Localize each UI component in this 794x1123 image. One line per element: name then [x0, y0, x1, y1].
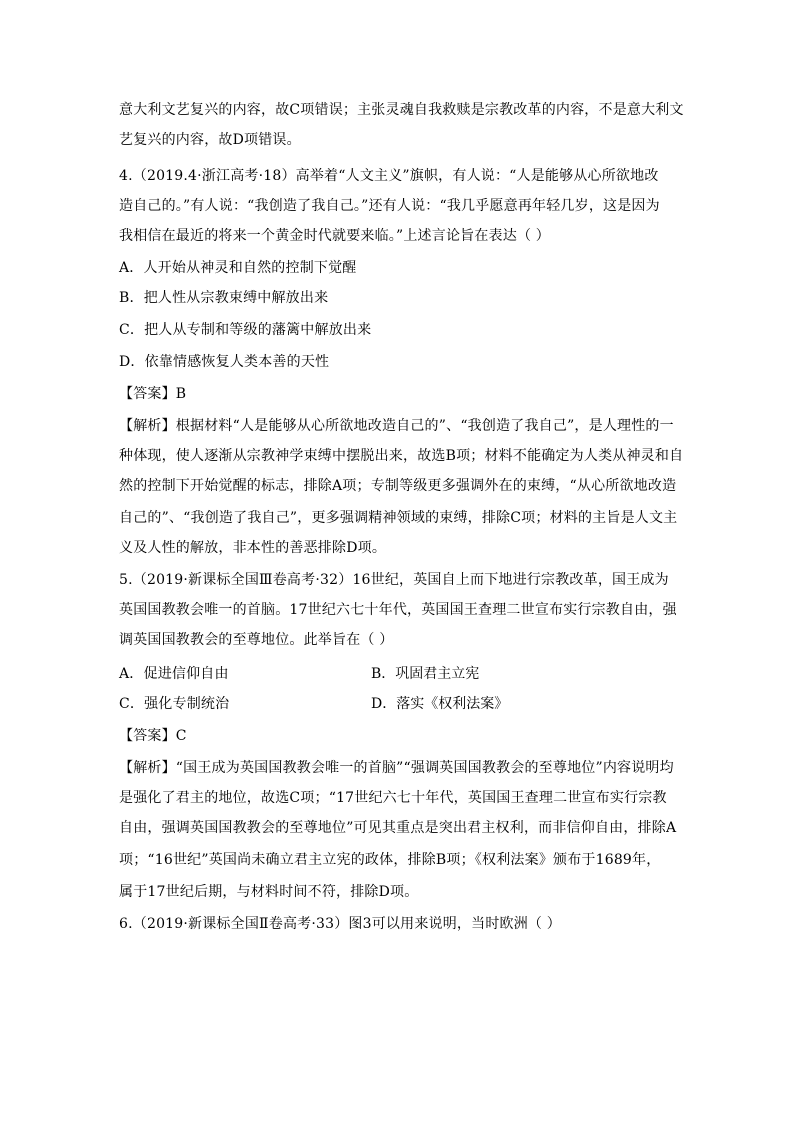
- q5-explanation-line-5: 属于17世纪后期，与材料时间不符，排除D项。: [119, 884, 419, 900]
- q4-explanation-line-2: 种体现，使人逐渐从宗教神学束缚中摆脱出来，故选B项；材料不能确定为人类从神灵和自: [119, 448, 684, 464]
- intro-line-2: 艺复兴的内容，故D项错误。: [119, 132, 301, 148]
- q5-stem-line-1: 5.（2019·新课标全国Ⅲ卷高考·32）16世纪，英国自上而下地进行宗教改革，国王成为: [119, 572, 669, 588]
- q4-option-a: A．人开始从神灵和自然的控制下觉醒: [119, 260, 357, 276]
- q4-stem-line-1: 4.（2019.4·浙江高考·18）高举着“人文主义”旗帜，有人说：“人是能够从心所欲地改: [119, 168, 659, 184]
- q5-stem-line-3: 调英国国教教会的至尊地位。此举旨在（ ）: [119, 632, 394, 648]
- q4-explanation-line-1: 【解析】根据材料“人是能够从心所欲地改造自己的”、“我创造了我自己”，是人理性的一: [119, 418, 674, 434]
- q4-option-b: B．把人性从宗教束缚中解放出来: [119, 290, 329, 306]
- q4-option-d: D．依靠情感恢复人类本善的天性: [119, 354, 330, 370]
- q4-explanation-line-5: 义及人性的解放，非本性的善恶排除D项。: [119, 540, 387, 556]
- q4-option-c: C．把人从专制和等级的藩篱中解放出来: [119, 322, 372, 338]
- q4-stem-line-3: 我相信在最近的将来一个黄金时代就要来临。”上述言论旨在表达（ ）: [119, 228, 551, 244]
- q5-option-c: C．强化专制统治: [119, 696, 230, 712]
- q5-explanation-line-1: 【解析】“国王成为英国国教教会唯一的首脑”“强调英国国教教会的至尊地位”内容说明均: [119, 760, 674, 776]
- q5-option-d: D．落实《权利法案》: [371, 696, 509, 712]
- q5-explanation-line-4: 项；“16世纪”英国尚未确立君主立宪的政体，排除B项；《权利法案》颁布于1689年，: [119, 852, 661, 868]
- q5-explanation-line-3: 自由，强调英国国教教会的至尊地位”可见其重点是突出君主权利，而非信仰自由，排除A: [119, 820, 677, 836]
- q5-option-b: B．巩固君主立宪: [371, 666, 480, 682]
- q4-answer: 【答案】B: [119, 386, 187, 402]
- q4-explanation-line-4: 自己的”、“我创造了我自己”，更多强调精神领域的束缚，排除C项；材料的主旨是人文主: [119, 510, 678, 526]
- q5-stem-line-2: 英国国教教会唯一的首脑。17世纪六七十年代，英国国王查理二世宣布实行宗教自由，强: [119, 602, 677, 618]
- q5-answer: 【答案】C: [119, 728, 187, 744]
- intro-line-1: 意大利文艺复兴的内容，故C项错误；主张灵魂自我救赎是宗教改革的内容，不是意大利文: [119, 102, 684, 118]
- q5-option-a: A．促进信仰自由: [119, 666, 229, 682]
- q5-explanation-line-2: 是强化了君主的地位，故选C项；“17世纪六七十年代，英国国王查理二世宣布实行宗教: [119, 790, 667, 806]
- q4-explanation-line-3: 然的控制下开始觉醒的标志，排除A项；专制等级更多强调外在的束缚，“从心所欲地改造: [119, 478, 677, 494]
- q6-stem-line-1: 6.（2019·新课标全国Ⅱ卷高考·33）图3可以用来说明，当时欧洲（ ）: [119, 916, 561, 932]
- q4-stem-line-2: 造自己的。”有人说：“我创造了我自己。”还有人说：“我几乎愿意再年轻几岁，这是因为: [119, 198, 660, 214]
